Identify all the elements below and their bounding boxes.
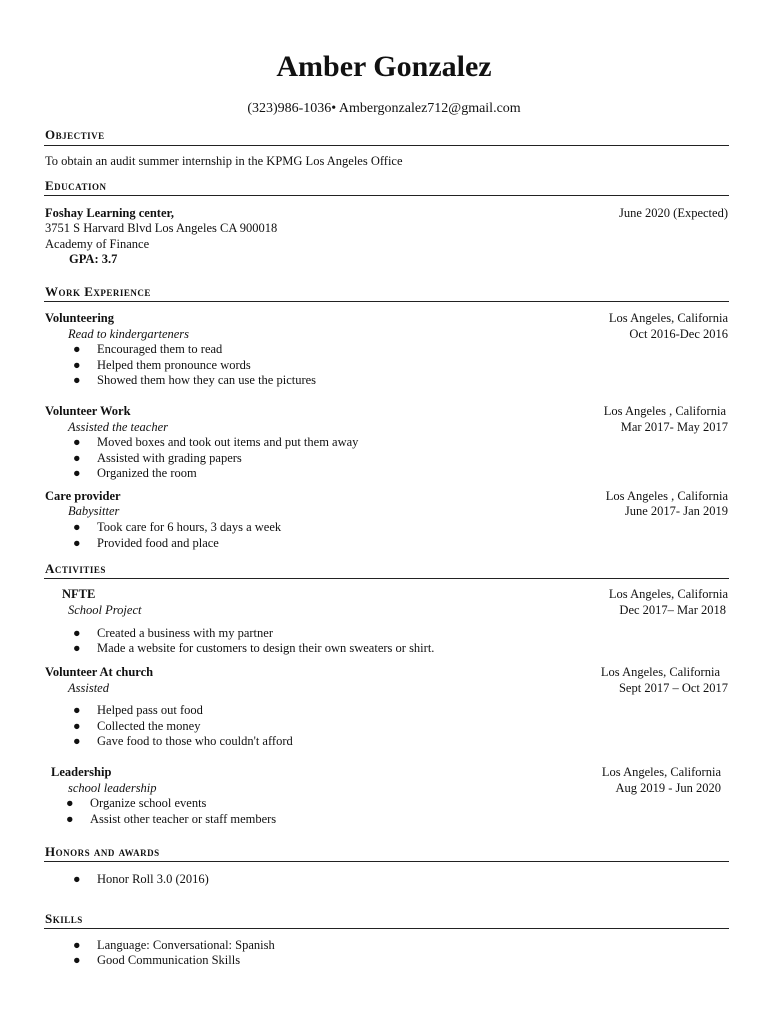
- activity-location: Los Angeles, California: [600, 665, 720, 679]
- job-location: Los Angeles, California: [608, 311, 728, 325]
- section-divider: [44, 861, 729, 862]
- list-item-text: Good Communication Skills: [97, 953, 241, 967]
- activity-role: Assisted: [68, 681, 109, 695]
- list-item-text: Provided food and place: [97, 536, 219, 550]
- list-item-text: Helped them pronounce words: [97, 358, 251, 372]
- activity-dates: Aug 2019 - Jun 2020: [615, 781, 721, 795]
- activity-name: NFTE: [62, 587, 96, 601]
- activity-dates: Sept 2017 – Oct 2017: [618, 681, 728, 695]
- section-title-objective: Objective: [45, 127, 105, 142]
- list-item: ● Organize school events: [66, 796, 207, 810]
- list-item: ● Moved boxes and took out items and put them away: [73, 435, 359, 449]
- education-gpa: GPA: 3.7: [69, 252, 118, 266]
- section-divider: [44, 195, 729, 196]
- section-divider: [44, 578, 729, 579]
- activity-location: Los Angeles, California: [601, 765, 721, 779]
- section-title-education: Education: [45, 178, 107, 193]
- education-date: June 2020 (Expected): [619, 206, 728, 220]
- activity-role: School Project: [68, 603, 142, 617]
- job-dates: Mar 2017- May 2017: [620, 420, 728, 434]
- list-item-text: Organize school events: [90, 796, 207, 810]
- list-item: ● Helped them pronounce words: [73, 358, 251, 372]
- list-item-text: Took care for 6 hours, 3 days a week: [97, 520, 282, 534]
- list-item-text: Organized the room: [97, 466, 197, 480]
- activity-dates: Dec 2017– Mar 2018: [619, 603, 726, 617]
- list-item-text: Gave food to those who couldn't afford: [97, 734, 293, 748]
- list-item: ● Showed them how they can use the pictures: [73, 373, 317, 387]
- list-item-text: Assist other teacher or staff members: [90, 812, 277, 826]
- section-divider: [44, 928, 729, 929]
- list-item: ● Good Communication Skills: [73, 953, 241, 967]
- list-item: ● Made a website for customers to design their own sweaters or shirt.: [73, 641, 435, 655]
- list-item-text: Created a business with my partner: [97, 626, 273, 640]
- job-name: Care provider: [45, 489, 121, 503]
- list-item: ● Encouraged them to read: [73, 342, 223, 356]
- list-item-text: Language: Conversational: Spanish: [97, 938, 275, 952]
- list-item-text: Encouraged them to read: [97, 342, 223, 356]
- section-title-activities: Activities: [45, 561, 106, 576]
- contact-info: (323)986-1036• Ambergonzalez712@gmail.com: [247, 101, 521, 116]
- list-item: ● Honor Roll 3.0 (2016): [73, 872, 209, 886]
- list-item-text: Made a website for customers to design their own sweaters or shirt.: [97, 641, 435, 655]
- education-school: Foshay Learning center,: [45, 206, 175, 220]
- list-item-text: Moved boxes and took out items and put them away: [97, 435, 359, 449]
- job-dates: Oct 2016-Dec 2016: [629, 327, 728, 341]
- job-location: Los Angeles , California: [605, 489, 728, 503]
- activity-location: Los Angeles, California: [608, 587, 728, 601]
- list-item: ● Collected the money: [73, 719, 201, 733]
- section-title-work-experience: Work Experience: [45, 284, 151, 299]
- activity-name: Leadership: [51, 765, 112, 779]
- job-name: Volunteering: [45, 311, 114, 325]
- list-item-text: Honor Roll 3.0 (2016): [97, 872, 209, 886]
- job-location: Los Angeles , California: [603, 404, 726, 418]
- list-item: ● Assist other teacher or staff members: [66, 812, 277, 826]
- education-address: 3751 S Harvard Blvd Los Angeles CA 900018: [45, 221, 278, 235]
- job-name: Volunteer Work: [45, 404, 131, 418]
- education-program: Academy of Finance: [45, 237, 150, 251]
- job-role: Assisted the teacher: [68, 420, 168, 434]
- job-role: Read to kindergarteners: [68, 327, 190, 341]
- list-item: ● Gave food to those who couldn't afford: [73, 734, 293, 748]
- section-divider: [44, 145, 729, 146]
- list-item: ● Assisted with grading papers: [73, 451, 242, 465]
- job-dates: June 2017- Jan 2019: [624, 504, 728, 518]
- list-item-text: Showed them how they can use the pictures: [97, 373, 317, 387]
- list-item-text: Helped pass out food: [97, 703, 203, 717]
- section-title-skills: Skills: [45, 911, 83, 926]
- objective-text: To obtain an audit summer internship in the KPMG Los Angeles Office: [45, 154, 403, 168]
- section-title-honors: Honors and awards: [45, 844, 160, 859]
- list-item-text: Assisted with grading papers: [97, 451, 242, 465]
- list-item: ● Provided food and place: [73, 536, 219, 550]
- list-item: ● Took care for 6 hours, 3 days a week: [73, 520, 282, 534]
- list-item: ● Helped pass out food: [73, 703, 203, 717]
- activity-name: Volunteer At church: [45, 665, 154, 679]
- list-item: ● Language: Conversational: Spanish: [73, 938, 275, 952]
- activity-role: school leadership: [68, 781, 157, 795]
- list-item: ● Organized the room: [73, 466, 197, 480]
- resume-name: Amber Gonzalez: [276, 50, 492, 83]
- list-item-text: Collected the money: [97, 719, 201, 733]
- list-item: ● Created a business with my partner: [73, 626, 273, 640]
- job-role: Babysitter: [68, 504, 120, 518]
- section-divider: [44, 301, 729, 302]
